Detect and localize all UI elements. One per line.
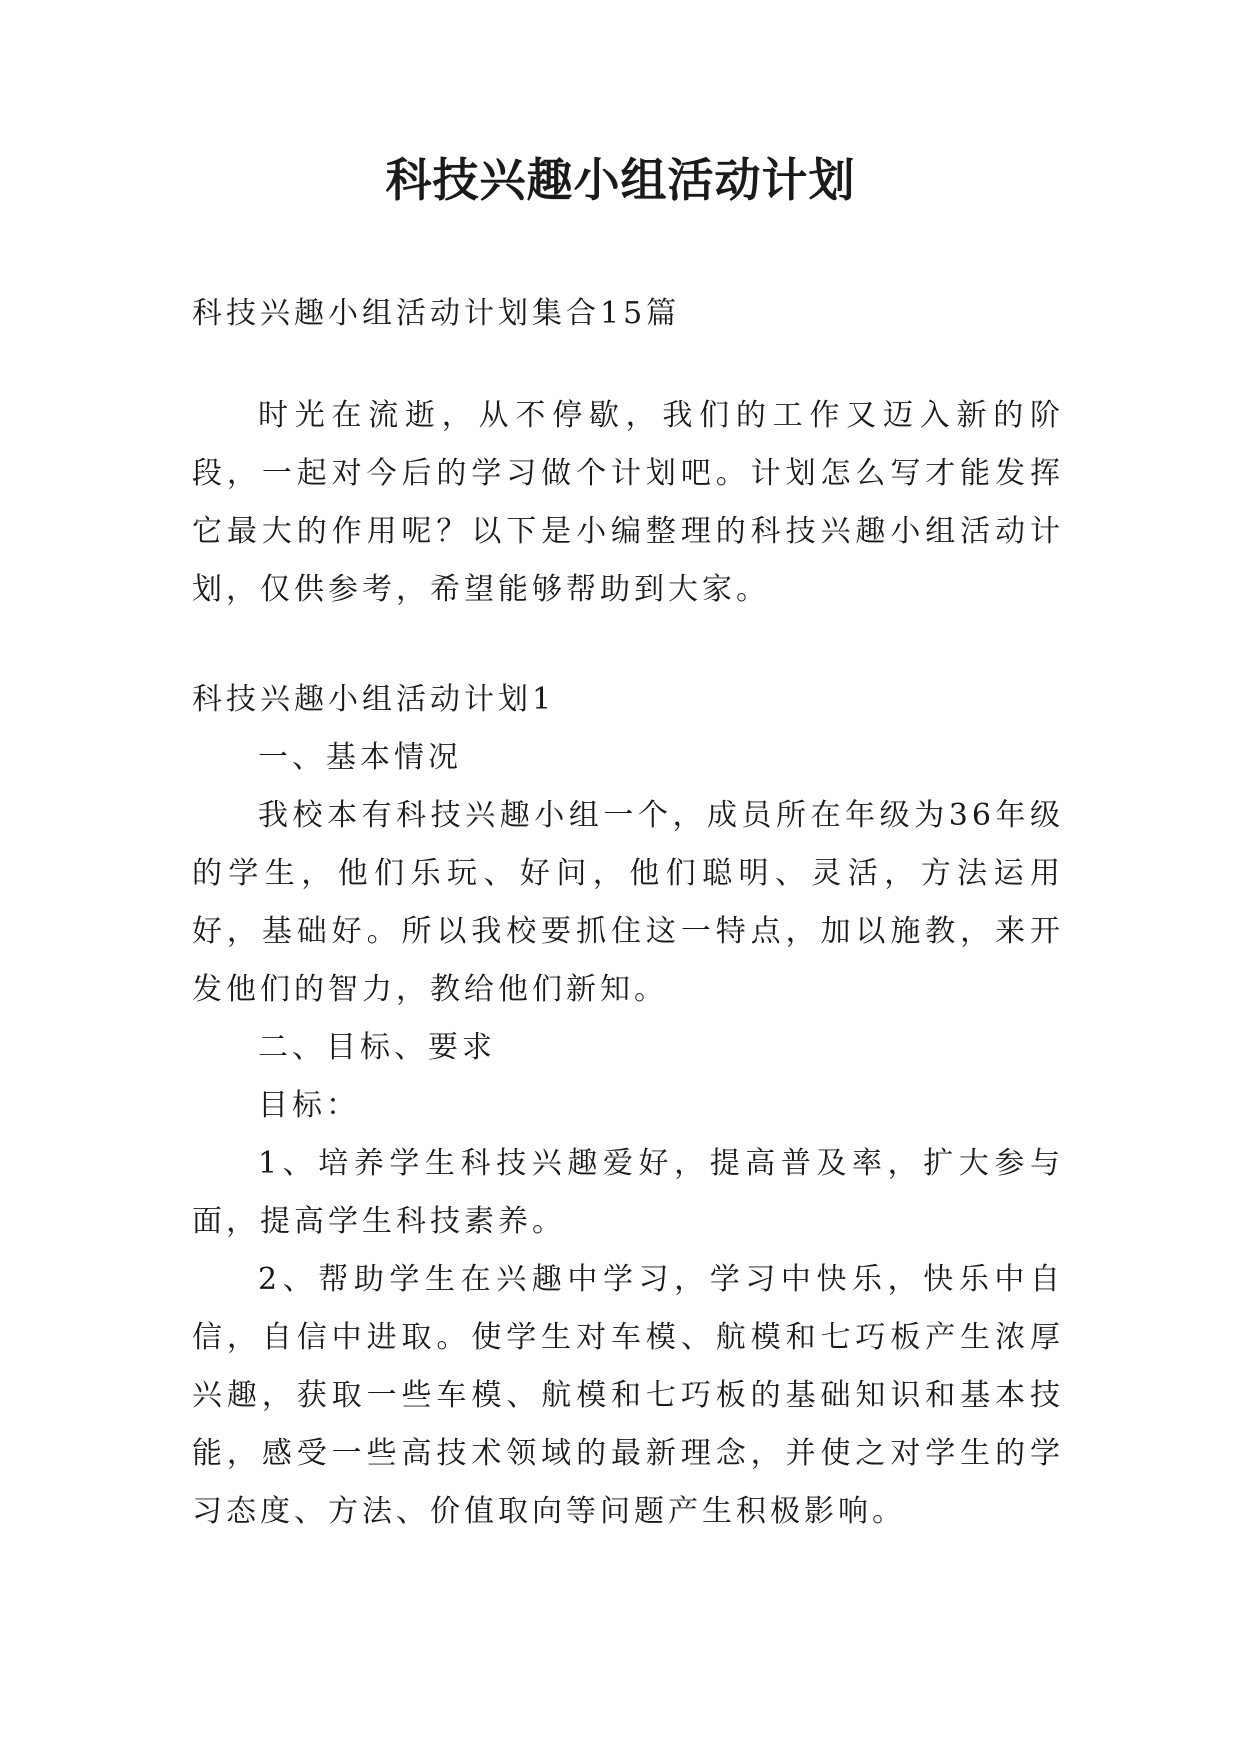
section-heading: 科技兴趣小组活动计划1	[192, 682, 556, 717]
document-subtitle: 科技兴趣小组活动计划集合15篇	[192, 296, 681, 331]
goal-item-2: 2、帮助学生在兴趣中学习，学习中快乐，快乐中自信，自信中进取。使学生对车模、航模和七巧板产生浓厚兴趣，获取一些车模、航模和七巧板的基础知识和基本技能，感受一些高技术领域的最新理念，并使之对学生的学习态度、方法、价值取向等问题产生积极影响。	[192, 1262, 1064, 1529]
intro-paragraph: 时光在流逝，从不停歇，我们的工作又迈入新的阶段，一起对今后的学习做个计划吧。计划怎么写才能发挥它最大的作用呢？以下是小编整理的科技兴趣小组活动计划，仅供参考，希望能够帮助到大家。	[192, 398, 1064, 607]
part1-paragraph: 我校本有科技兴趣小组一个，成员所在年级为36年级的学生，他们乐玩、好问，他们聪明、灵活，方法运用好，基础好。所以我校要抓住这一特点，加以施教，来开发他们的智力，教给他们新知。	[192, 798, 1064, 1007]
goal-label: 目标：	[258, 1088, 360, 1123]
goal-item-1: 1、培养学生科技兴趣爱好，提高普及率，扩大参与面，提高学生科技素养。	[192, 1146, 1064, 1239]
part2-heading: 二、目标、要求	[258, 1030, 496, 1065]
part1-heading: 一、基本情况	[258, 740, 462, 775]
document-body	[192, 285, 1064, 1541]
document-title: 科技兴趣小组活动计划	[385, 153, 856, 207]
